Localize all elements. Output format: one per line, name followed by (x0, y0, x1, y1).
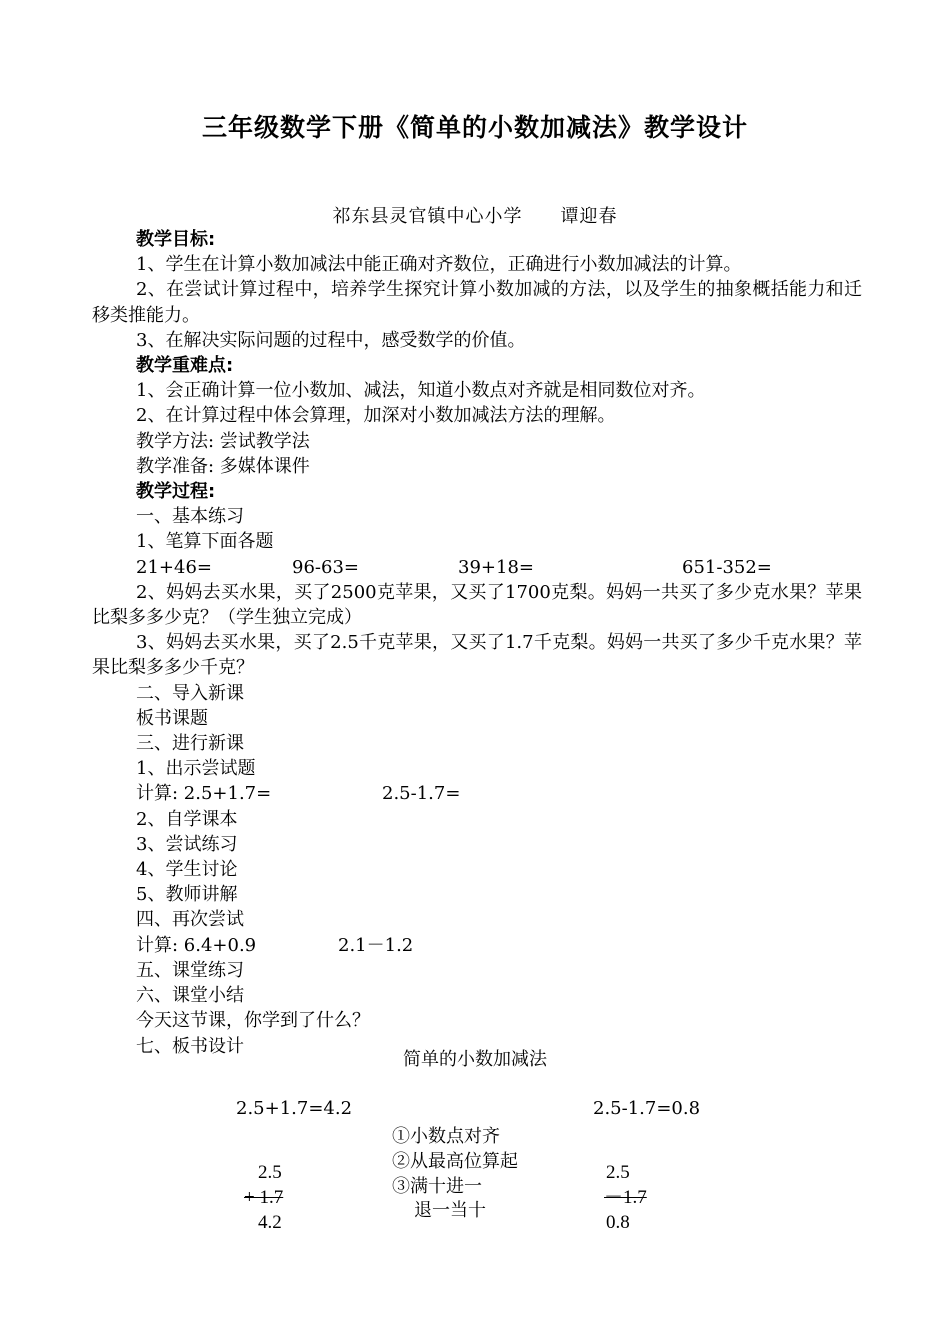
section-heading: 二、导入新课 (136, 682, 244, 704)
step-item: 4、学生讨论 (136, 859, 238, 881)
section-heading: 四、再次尝试 (136, 909, 244, 931)
board-rule: ②从最高位算起 (392, 1151, 518, 1172)
calc-expression: 计算: 6.4+0.9 (136, 934, 257, 956)
process-heading: 教学过程: (136, 481, 216, 503)
expression: 21+46= (136, 556, 212, 578)
calc-middle: + 1.7 (244, 1187, 284, 1208)
section-heading: 三、进行新课 (136, 733, 244, 755)
section-heading: 六、课堂小结 (136, 985, 244, 1007)
step-item: 2、自学课本 (136, 808, 238, 830)
expression: 651-352= (682, 556, 772, 578)
board-right-equation: 2.5-1.7=0.8 (593, 1098, 701, 1119)
author-name: 谭迎春 (560, 206, 618, 227)
calc-expression: 计算: 2.5+1.7= (136, 783, 272, 805)
teaching-method: 教学方法: 尝试教学法 (136, 430, 310, 452)
calc-result: 4.2 (258, 1212, 282, 1233)
calc-top: 2.5 (258, 1162, 282, 1183)
step-item: 5、教师讲解 (136, 884, 238, 906)
exercise-prompt: 1、笔算下面各题 (136, 531, 274, 553)
exercise-expressions (92, 555, 862, 580)
section-heading: 一、基本练习 (136, 506, 244, 528)
expression: 96-63= (292, 556, 359, 578)
calc-expression: 2.1－1.2 (338, 934, 414, 956)
document-title: 三年级数学下册《简单的小数加减法》教学设计 (201, 113, 748, 142)
teaching-preparation: 教学准备: 多媒体课件 (136, 455, 310, 477)
goals-heading: 教学目标: (136, 229, 216, 250)
section-heading: 七、板书设计 (136, 1035, 244, 1057)
board-rule: ③满十进一 (392, 1176, 482, 1197)
author-school: 祁东县灵官镇中心小学 (332, 206, 523, 227)
section-heading: 五、课堂练习 (136, 959, 244, 981)
step-item: 板书课题 (136, 707, 208, 729)
keypoints-heading: 教学重难点: (136, 355, 234, 377)
document-body (92, 227, 862, 1059)
vertical-addition (244, 1160, 283, 1235)
goal-item: 3、在解决实际问题的过程中，感受数学的价值。 (136, 329, 526, 351)
trial-calculation (92, 781, 862, 806)
calc-top: 2.5 (606, 1162, 630, 1183)
step-item: 3、尝试练习 (136, 833, 238, 855)
board-left-equation: 2.5+1.7=4.2 (236, 1098, 353, 1119)
calc-middle: －1.7 (604, 1187, 647, 1208)
calc-expression: 2.5-1.7= (382, 783, 461, 805)
word-problem: 3、妈妈去买水果，买了2.5千克苹果，又买了1.7千克梨。妈妈一共买了多少千克水果？苹果比梨多多少千克？ (92, 632, 862, 679)
board-rule: 退一当十 (414, 1200, 486, 1221)
goal-item: 2、在尝试计算过程中，培养学生探究计算小数加减的方法，以及学生的抽象概括能力和迁移类推能力。 (92, 279, 862, 326)
expression: 39+18= (458, 556, 534, 578)
keypoint-item: 1、会正确计算一位小数加、减法，知道小数点对齐就是相同数位对齐。 (136, 380, 706, 402)
summary-question: 今天这节课，你学到了什么？ (136, 1010, 370, 1032)
board-title: 简单的小数加减法 (403, 1049, 547, 1070)
calc-result: 0.8 (606, 1212, 630, 1233)
vertical-subtraction (604, 1160, 647, 1235)
keypoint-item: 2、在计算过程中体会算理，加深对小数加减法方法的理解。 (136, 405, 616, 427)
step-item: 1、出示尝试题 (136, 758, 256, 780)
retry-calculation (92, 933, 862, 958)
word-problem: 2、妈妈去买水果，买了2500克苹果，又买了1700克梨。妈妈一共买了多少克水果？苹果比梨多多少克？（学生独立完成） (92, 581, 862, 629)
board-rule: ①小数点对齐 (392, 1126, 500, 1147)
author-line (0, 202, 950, 228)
goal-item: 1、学生在计算小数加减法中能正确对齐数位，正确进行小数加减法的计算。 (136, 254, 742, 276)
